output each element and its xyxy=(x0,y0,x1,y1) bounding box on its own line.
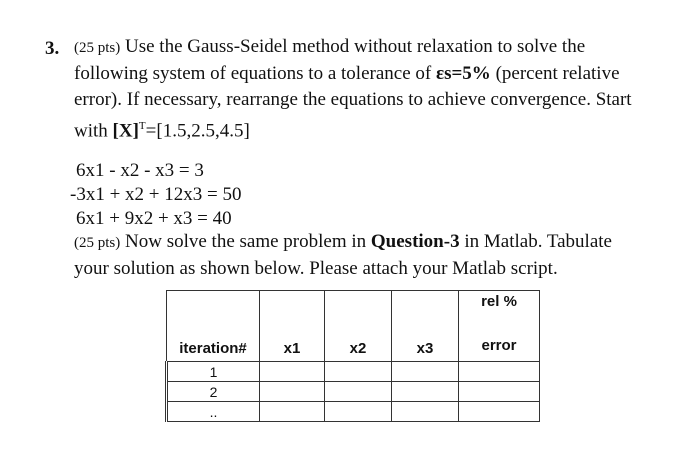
empty-cell xyxy=(260,402,325,422)
empty-cell xyxy=(459,382,540,402)
statement-line-4a: with xyxy=(74,120,113,142)
followup-line-2: your solution as shown below. Please attach your Matlab script. xyxy=(74,258,558,279)
followup-text-b: in Matlab. Tabulate xyxy=(459,231,612,252)
table-row xyxy=(167,382,540,402)
statement-line-2b: (percent relative xyxy=(490,63,620,84)
points-label: (25 pts) xyxy=(74,40,121,56)
transpose-mark: T xyxy=(138,120,146,132)
iteration-cell: 2 xyxy=(167,382,260,402)
statement-line-2: following system of equations to a tolerance of xyxy=(74,63,436,84)
table-header-row xyxy=(167,291,540,362)
followup-statement xyxy=(74,229,674,282)
empty-cell xyxy=(392,382,459,402)
empty-cell xyxy=(325,382,392,402)
problem-number: 3. xyxy=(45,38,60,59)
followup-text-a: Now solve the same problem in xyxy=(125,231,371,252)
problem-statement xyxy=(74,34,674,144)
empty-cell xyxy=(260,362,325,382)
followup-points-label: (25 pts) xyxy=(74,235,121,251)
empty-cell xyxy=(459,362,540,382)
empty-cell xyxy=(325,402,392,422)
header-error: error xyxy=(481,337,517,354)
empty-cell xyxy=(459,402,540,422)
question-ref: Question-3 xyxy=(370,231,460,252)
table-row xyxy=(167,402,540,422)
iteration-cell: .. xyxy=(167,402,260,422)
header-iteration: iteration# xyxy=(167,291,260,362)
empty-cell xyxy=(392,362,459,382)
equation-3: 6x1 + 9x2 + x3 = 40 xyxy=(76,208,232,229)
header-x2: x2 xyxy=(325,291,392,362)
iteration-cell: 1 xyxy=(167,362,260,382)
header-x1: x1 xyxy=(260,291,325,362)
equation-2: -3x1 + x2 + 12x3 = 50 xyxy=(70,184,242,205)
header-rel: rel % xyxy=(481,293,517,310)
table-row xyxy=(167,362,540,382)
statement-line-3: error). If necessary, rearrange the equations to achieve convergence. Start xyxy=(74,89,632,110)
initial-guess: =[1.5,2.5,4.5] xyxy=(145,120,250,142)
empty-cell xyxy=(392,402,459,422)
empty-cell xyxy=(325,362,392,382)
vector-x: [X] xyxy=(112,120,139,142)
empty-cell xyxy=(260,382,325,402)
equation-1: 6x1 - x2 - x3 = 3 xyxy=(76,160,204,181)
statement-line-1: Use the Gauss-Seidel method without relaxation to solve the xyxy=(125,36,586,57)
tolerance-symbol: εs=5% xyxy=(435,63,491,84)
solution-table xyxy=(165,290,540,422)
header-x3: x3 xyxy=(392,291,459,362)
header-rel-error xyxy=(459,291,540,362)
